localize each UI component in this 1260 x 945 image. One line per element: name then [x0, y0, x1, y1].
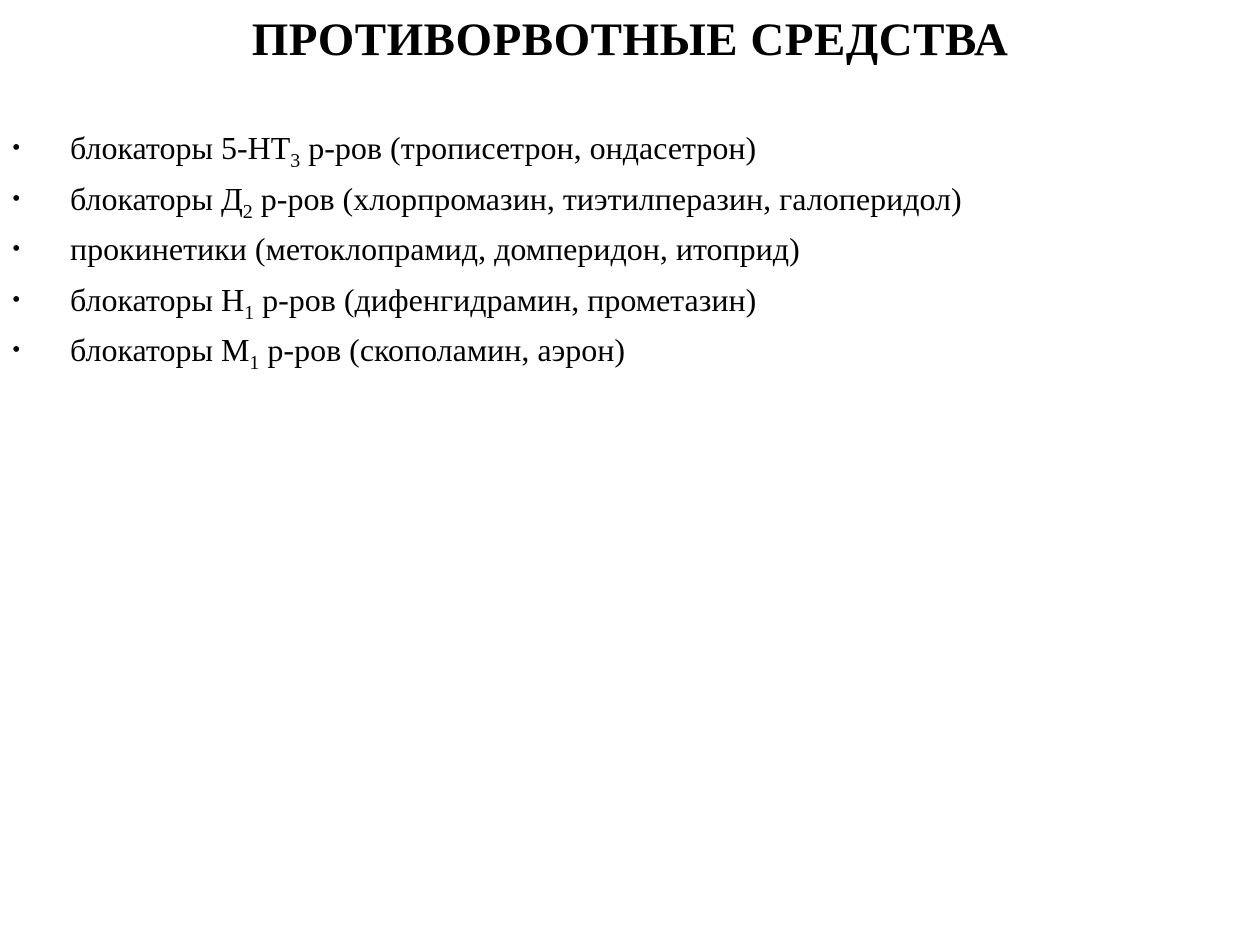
list-item-text	[70, 276, 756, 329]
list-item-text	[70, 124, 756, 177]
item-text-after: р-ров (скополамин, аэрон)	[259, 332, 626, 368]
list-item	[0, 326, 1240, 377]
list-item	[0, 175, 1240, 226]
item-text-after: р-ров (дифенгидрамин, прометазин)	[254, 281, 757, 318]
item-text-after: р-ров (хлорпромазин, тиэтилперазин, галоперидол)	[252, 180, 962, 217]
item-text-before: прокинетики (метоклопрамид, домперидон, итоприд)	[70, 231, 800, 267]
bullet-list	[0, 124, 1240, 377]
item-text-before: блокаторы Н	[70, 281, 245, 318]
item-text-after: р-ров (трописетрон, ондасетрон)	[300, 130, 757, 166]
item-subscript: 2	[242, 200, 253, 223]
list-item-text	[70, 175, 962, 228]
item-subscript: 1	[249, 352, 260, 374]
list-item	[0, 225, 1240, 276]
list-item	[0, 276, 1240, 327]
list-item-text	[70, 225, 800, 278]
item-text-before: блокаторы Д	[70, 180, 243, 217]
list-item-text	[70, 326, 625, 379]
slide-title: ПРОТИВОРВОТНЫЕ СРЕДСТВА	[251, 14, 1009, 66]
bullet-icon: •	[12, 286, 21, 313]
item-subscript: 1	[244, 301, 255, 324]
item-text-before: блокаторы М	[70, 332, 250, 368]
item-text-before: блокаторы 5-НТ	[70, 130, 291, 166]
bullet-icon: •	[12, 337, 21, 363]
item-subscript: 3	[290, 150, 301, 172]
bullet-icon: •	[12, 236, 21, 262]
bullet-icon: •	[12, 185, 21, 212]
list-item	[0, 124, 1240, 175]
bullet-icon: •	[12, 135, 21, 161]
